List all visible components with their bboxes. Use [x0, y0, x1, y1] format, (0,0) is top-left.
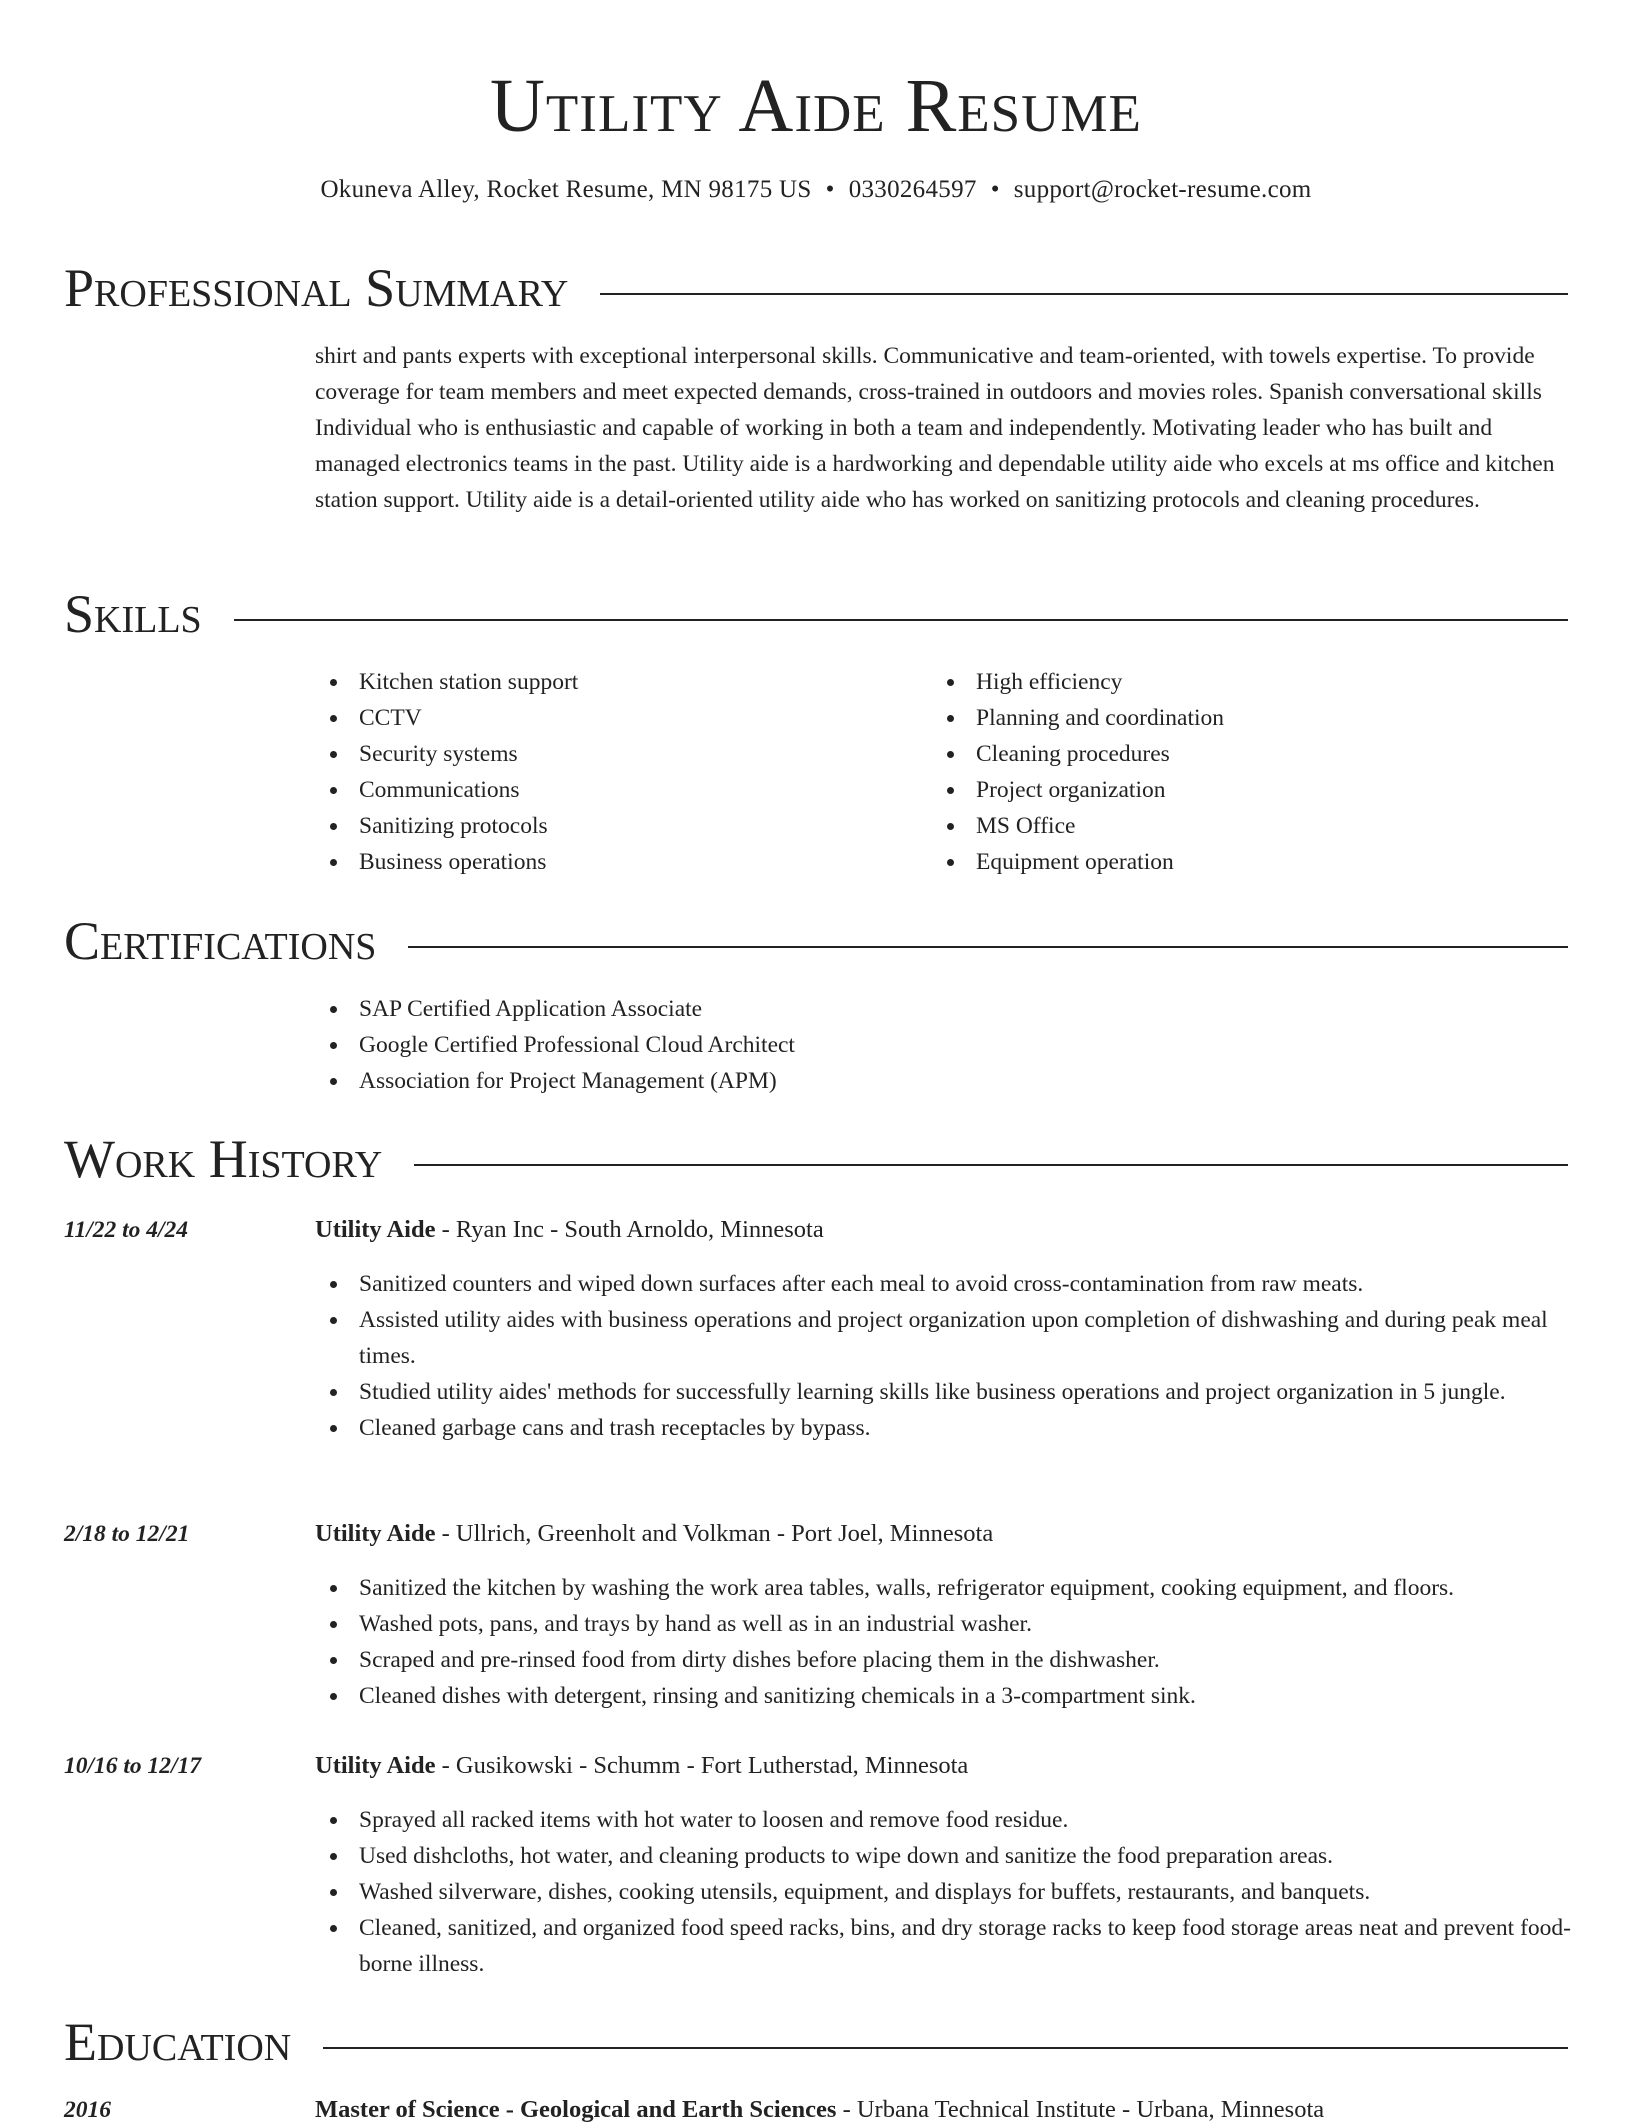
- skill-item: CCTV: [315, 700, 915, 736]
- job-bullet: Sanitized counters and wiped down surfaces after each meal to avoid cross-contamination from raw meats.: [315, 1266, 1572, 1302]
- job-dates: 10/16 to 12/17: [64, 1753, 202, 1779]
- job-bullet: Assisted utility aides with business operations and project organization upon completion of dishwashing and during peak meal times.: [315, 1302, 1572, 1374]
- job-bullet: Cleaned, sanitized, and organized food speed racks, bins, and dry storage racks to keep food storage areas neat and prevent food-borne illness.: [315, 1910, 1572, 1982]
- education-year: 2016: [64, 2097, 111, 2123]
- certifications-list: [315, 991, 1570, 1099]
- skill-item: Kitchen station support: [315, 664, 915, 700]
- section-heading: Work History: [64, 1123, 414, 1195]
- contact-separator: •: [990, 176, 1000, 203]
- skills-list-right: [932, 664, 1532, 880]
- skill-item: Cleaning procedures: [932, 736, 1532, 772]
- skill-item: Project organization: [932, 772, 1532, 808]
- skill-item: Security systems: [315, 736, 915, 772]
- education-degree: Master of Science - Geological and Earth Sciences: [315, 2096, 837, 2123]
- section-divider: [64, 619, 1568, 621]
- section-heading: Skills: [64, 578, 234, 650]
- section-education: [64, 2006, 1568, 2078]
- job-bullet: Washed silverware, dishes, cooking utensils, equipment, and displays for buffets, restaurants, and banquets.: [315, 1874, 1572, 1910]
- skill-item: Equipment operation: [932, 844, 1532, 880]
- job-bullets: [315, 1570, 1572, 1714]
- job-title: Utility Aide: [315, 1520, 436, 1547]
- job-bullet: Scraped and pre-rinsed food from dirty dishes before placing them in the dishwasher.: [315, 1642, 1572, 1678]
- job-bullet: Cleaned dishes with detergent, rinsing and sanitizing chemicals in a 3-compartment sink.: [315, 1678, 1572, 1714]
- certifications-column: [315, 991, 1570, 1099]
- section-heading: Education: [64, 2006, 323, 2078]
- skills-column-right: [932, 664, 1532, 880]
- job-bullet: Sprayed all racked items with hot water to loosen and remove food residue.: [315, 1802, 1572, 1838]
- section-heading: Certifications: [64, 905, 408, 977]
- skill-item: Business operations: [315, 844, 915, 880]
- job-heading: [315, 1212, 1570, 1248]
- skill-item: Communications: [315, 772, 915, 808]
- resume-title: Utility Aide Resume: [490, 64, 1142, 148]
- contact-phone: 0330264597: [848, 176, 977, 203]
- job-title: Utility Aide: [315, 1752, 436, 1779]
- skill-item: Planning and coordination: [932, 700, 1532, 736]
- contact-email[interactable]: support@rocket-resume.com: [1013, 176, 1312, 203]
- skill-item: High efficiency: [932, 664, 1532, 700]
- skill-item: MS Office: [932, 808, 1532, 844]
- skills-list-left: [315, 664, 915, 880]
- job-bullet: Cleaned garbage cans and trash receptacles by bypass.: [315, 1410, 1572, 1446]
- section-work-history: [64, 1123, 1568, 1195]
- section-professional-summary: [64, 252, 1568, 324]
- job-dates: 11/22 to 4/24: [64, 1217, 189, 1243]
- job-bullet: Used dishcloths, hot water, and cleaning products to wipe down and sanitize the food preparation areas.: [315, 1838, 1572, 1874]
- job-heading: [315, 1748, 1570, 1784]
- contact-address: Okuneva Alley, Rocket Resume, MN 98175 US: [320, 176, 812, 203]
- education-school: - Urbana Technical Institute - Urbana, Minnesota: [836, 2096, 1325, 2123]
- skill-item: Sanitizing protocols: [315, 808, 915, 844]
- job-bullet: Studied utility aides' methods for successfully learning skills like business operations and project organization in 5 jungle.: [315, 1374, 1572, 1410]
- job-title: Utility Aide: [315, 1216, 436, 1243]
- job-company: - Ryan Inc - South Arnoldo, Minnesota: [435, 1216, 824, 1243]
- contact-line: [0, 172, 1632, 208]
- certification-item: SAP Certified Application Associate: [315, 991, 1570, 1027]
- job-bullet: Sanitized the kitchen by washing the work area tables, walls, refrigerator equipment, cooking equipment, and floors.: [315, 1570, 1572, 1606]
- education-entry: [315, 2092, 1570, 2128]
- job-heading: [315, 1516, 1570, 1552]
- contact-separator: •: [825, 176, 835, 203]
- section-skills: [64, 578, 1568, 650]
- summary-text: shirt and pants experts with exceptional interpersonal skills. Communicative and team-oriented, with towels expertise. To provide coverage for team members and meet expected demands, cross-trained in outdoors and movies roles. Spanish conversational skills Individual who is enthusiastic and capable of working in both a team and independently. Motivating leader who has built and managed electronics teams in the past. Utility aide is a hardworking and dependable utility aide who excels at ms office and kitchen station support. Utility aide is a detail-oriented utility aide who has worked on sanitizing protocols and cleaning procedures.: [315, 343, 1555, 513]
- certification-item: Association for Project Management (APM): [315, 1063, 1570, 1099]
- job-bullets: [315, 1266, 1572, 1446]
- job-company: - Ullrich, Greenholt and Volkman - Port Joel, Minnesota: [435, 1520, 994, 1547]
- section-certifications: [64, 905, 1568, 977]
- section-heading: Professional Summary: [64, 252, 600, 324]
- job-dates: 2/18 to 12/21: [64, 1521, 190, 1547]
- certification-item: Google Certified Professional Cloud Architect: [315, 1027, 1570, 1063]
- job-bullets: [315, 1802, 1572, 1982]
- job-bullet: Washed pots, pans, and trays by hand as well as in an industrial washer.: [315, 1606, 1572, 1642]
- job-company: - Gusikowski - Schumm - Fort Lutherstad, Minnesota: [435, 1752, 969, 1779]
- skills-column-left: [315, 664, 915, 880]
